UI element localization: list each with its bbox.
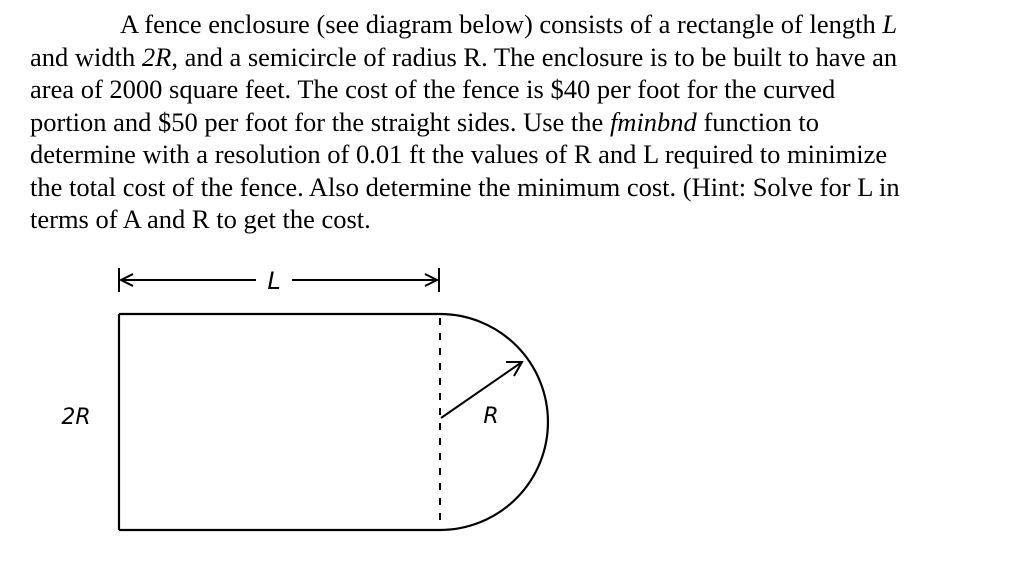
length-variable: L [882, 9, 898, 39]
problem-line-4-start: portion and $50 per foot for the straight sides. Use the [30, 106, 610, 137]
width-label: 2R [61, 405, 91, 430]
problem-line-6: the total cost of the fence. Also determine the minimum cost. (Hint: Solve for L in [30, 171, 900, 202]
radius-arrow [441, 362, 522, 418]
problem-line-2-end: , and a semicircle of radius R. The enclosure is to be built to have an [171, 41, 898, 72]
width-variable: 2R [141, 41, 172, 72]
problem-line-2-start: and width [30, 41, 142, 72]
function-name: fminbnd [609, 106, 697, 137]
problem-line-4-end: function to [696, 106, 819, 137]
problem-line-7: terms of A and R to get the cost. [30, 204, 371, 234]
problem-line-5: determine with a resolution of 0.01 ft the values of R and L required to minimize [30, 139, 888, 169]
problem-line-3: area of 2000 square feet. The cost of the fence is $40 per foot for the curved [30, 74, 836, 104]
problem-line-1-text: A fence enclosure (see diagram below) consists of a rectangle of length [120, 9, 883, 39]
length-label: L [267, 267, 281, 295]
radius-label: R [483, 404, 499, 429]
radius-line [441, 362, 522, 418]
